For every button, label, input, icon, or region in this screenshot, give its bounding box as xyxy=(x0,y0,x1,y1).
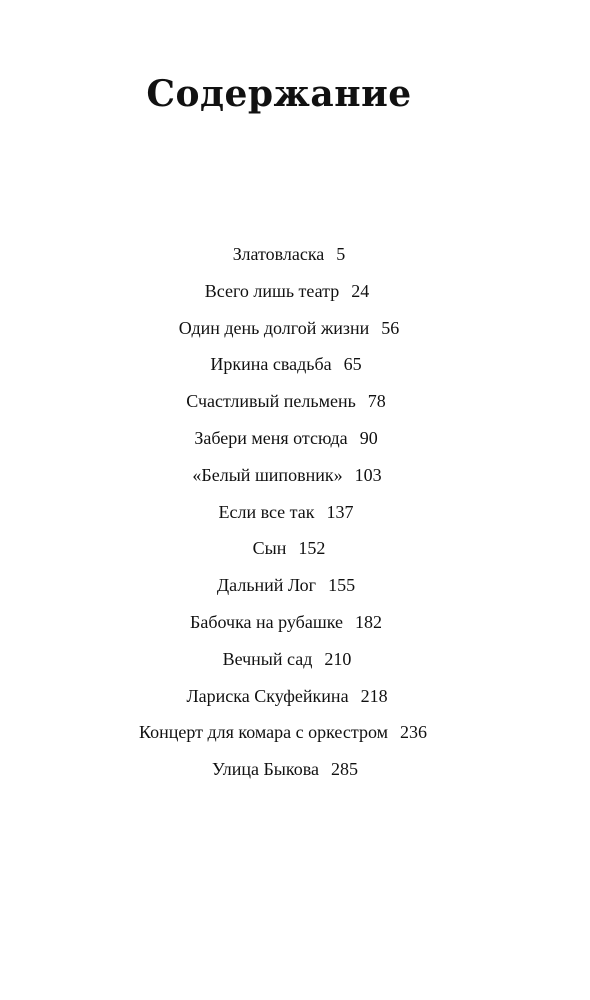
toc-entry-title: Концерт для комара с оркестром xyxy=(139,722,388,743)
toc-entry xyxy=(0,424,581,461)
toc-entry-title: Сын xyxy=(252,538,287,559)
toc-entry-title: Забери меня отсюда xyxy=(194,427,348,448)
toc-entry-title: Если все так xyxy=(218,501,315,522)
toc-entry xyxy=(0,277,582,314)
toc-entry xyxy=(0,534,584,571)
toc-entry-page-number: 210 xyxy=(324,648,352,669)
toc-entry xyxy=(0,240,584,277)
toc-entry xyxy=(0,498,581,535)
toc-entry xyxy=(0,608,581,645)
toc-entry-page-number: 5 xyxy=(336,244,346,264)
toc-entry-title: «Белый шиповник» xyxy=(192,464,343,485)
toc-entry xyxy=(0,645,582,682)
toc-entry-title: Вечный сад xyxy=(222,648,313,669)
toc-entry-page-number: 155 xyxy=(328,575,356,596)
toc-entry xyxy=(0,461,582,498)
toc-entry-page-number: 103 xyxy=(354,464,382,485)
toc-entry xyxy=(0,387,581,424)
toc-entry-page-number: 285 xyxy=(330,759,358,780)
page-title: Содержание xyxy=(146,73,412,115)
toc-entry-title: Улица Быкова xyxy=(212,759,319,780)
toc-entry xyxy=(0,718,578,755)
toc-entry-title: Всего лишь театр xyxy=(204,280,340,301)
toc-entry xyxy=(0,682,582,719)
toc-entry xyxy=(0,571,581,608)
toc-entry-page-number: 78 xyxy=(367,391,386,412)
toc-entry-page-number: 65 xyxy=(343,354,362,375)
toc-entry-title: Один день долгой жизни xyxy=(178,317,370,338)
toc-entry-title: Иркина свадьба xyxy=(210,354,332,375)
toc-entry-title: Бабочка на рубашке xyxy=(190,611,343,632)
toc-entry xyxy=(0,350,581,387)
toc-entry-page-number: 152 xyxy=(298,538,326,559)
toc-entry xyxy=(0,755,580,792)
toc-entry-title: Счастливый пельмень xyxy=(186,391,356,412)
toc-entry-page-number: 236 xyxy=(400,722,427,743)
toc-entry-title: Златовласка xyxy=(232,244,325,264)
toc-entry-page-number: 56 xyxy=(381,317,400,338)
toc-entry-title: Дальний Лог xyxy=(216,575,317,596)
toc-entry-page-number: 24 xyxy=(351,280,370,301)
toc-entry-page-number: 137 xyxy=(326,501,354,522)
toc-entry-page-number: 218 xyxy=(360,685,388,706)
toc-entry xyxy=(0,314,584,351)
toc-entry-page-number: 90 xyxy=(359,427,378,448)
table-of-contents xyxy=(0,240,590,792)
toc-entry-page-number: 182 xyxy=(354,611,382,632)
toc-entry-title: Лариска Скуфейкина xyxy=(186,685,349,706)
